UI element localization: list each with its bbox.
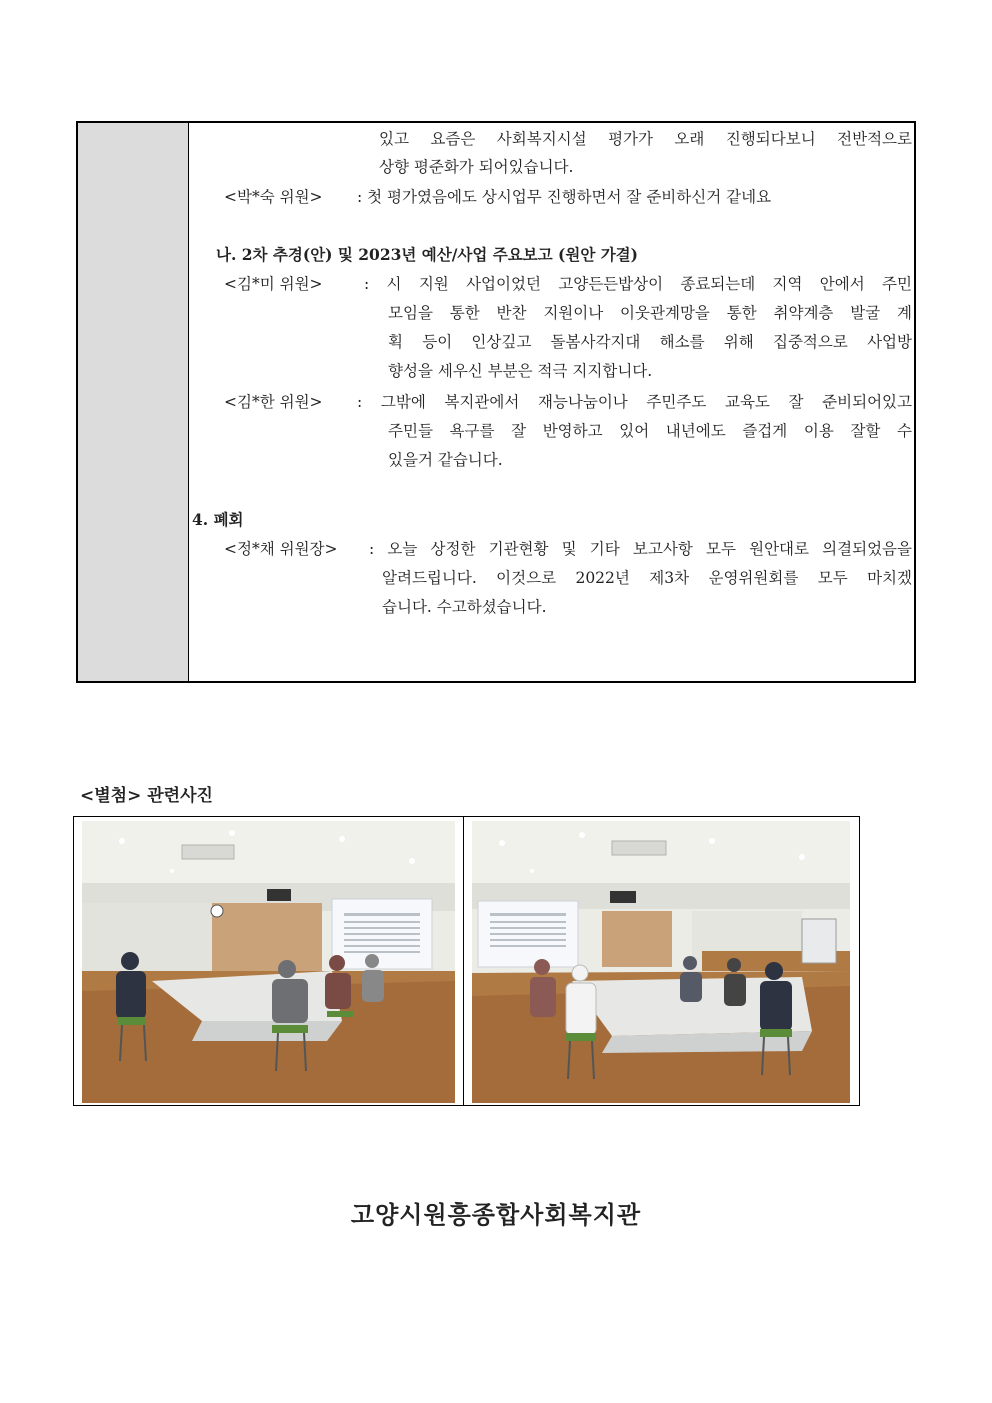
jung-line-3: 습니다. 수고하셨습니다. bbox=[382, 598, 547, 616]
speaker-kim-han: <김*한 위원> bbox=[224, 393, 323, 411]
speaker-park: <박*숙 위원> bbox=[224, 188, 323, 206]
jung-line-2: 알려드립니다. 이것으로 2022년 제3차 운영위원회를 모두 마치겠 bbox=[382, 569, 912, 587]
kim-mi-line-2: 모임을 통한 반찬 지원이나 이웃관계망을 통한 취약계층 발굴 계 bbox=[388, 304, 912, 322]
kim-han-line-2: 주민들 욕구를 잘 반영하고 있어 내년에도 즐겁게 이용 잘할 수 bbox=[388, 422, 912, 440]
attachment-title: <별첨> 관련사진 bbox=[80, 786, 213, 806]
park-statement: : 첫 평가였음에도 상시업무 진행하면서 잘 준비하신거 같네요 bbox=[357, 188, 772, 206]
minutes-content bbox=[189, 123, 914, 681]
photo-frame bbox=[73, 816, 860, 1106]
organization-name: 고양시원흥종합사회복지관 bbox=[350, 1200, 642, 1229]
section-4-heading: 4. 폐회 bbox=[192, 510, 244, 529]
kim-mi-line-1: : 시 지원 사업이었던 고양든든밥상이 종료되는데 지역 안에서 주민 bbox=[364, 275, 912, 293]
minutes-table bbox=[76, 121, 916, 683]
kim-han-line-1: : 그밖에 복지관에서 재능나눔이나 주민주도 교육도 잘 준비되어있고 bbox=[357, 393, 912, 411]
intro-line-1: 있고 요즘은 사회복지시설 평가가 오래 진행되다보니 전반적으로 bbox=[379, 130, 912, 148]
jung-line-1: : 오늘 상정한 기관현황 및 기타 보고사항 모두 원안대로 의결되었음을 bbox=[369, 540, 912, 558]
kim-han-line-3: 있을거 같습니다. bbox=[388, 451, 503, 469]
speaker-kim-mi: <김*미 위원> bbox=[224, 275, 323, 293]
photo-divider bbox=[463, 817, 464, 1105]
meeting-photo-left bbox=[82, 821, 455, 1103]
meeting-photo-right bbox=[472, 821, 850, 1103]
kim-mi-line-4: 향성을 세우신 부분은 적극 지지합니다. bbox=[388, 362, 653, 380]
speaker-jung: <정*채 위원장> bbox=[224, 540, 338, 558]
minutes-label-column bbox=[78, 123, 189, 681]
section-na-heading: 나. 2차 추경(안) 및 2023년 예산/사업 주요보고 (원안 가결) bbox=[216, 245, 638, 264]
kim-mi-line-3: 획 등이 인상깊고 돌봄사각지대 해소를 위해 집중적으로 사업방 bbox=[388, 333, 912, 351]
intro-line-2: 상향 평준화가 되어있습니다. bbox=[379, 158, 574, 176]
